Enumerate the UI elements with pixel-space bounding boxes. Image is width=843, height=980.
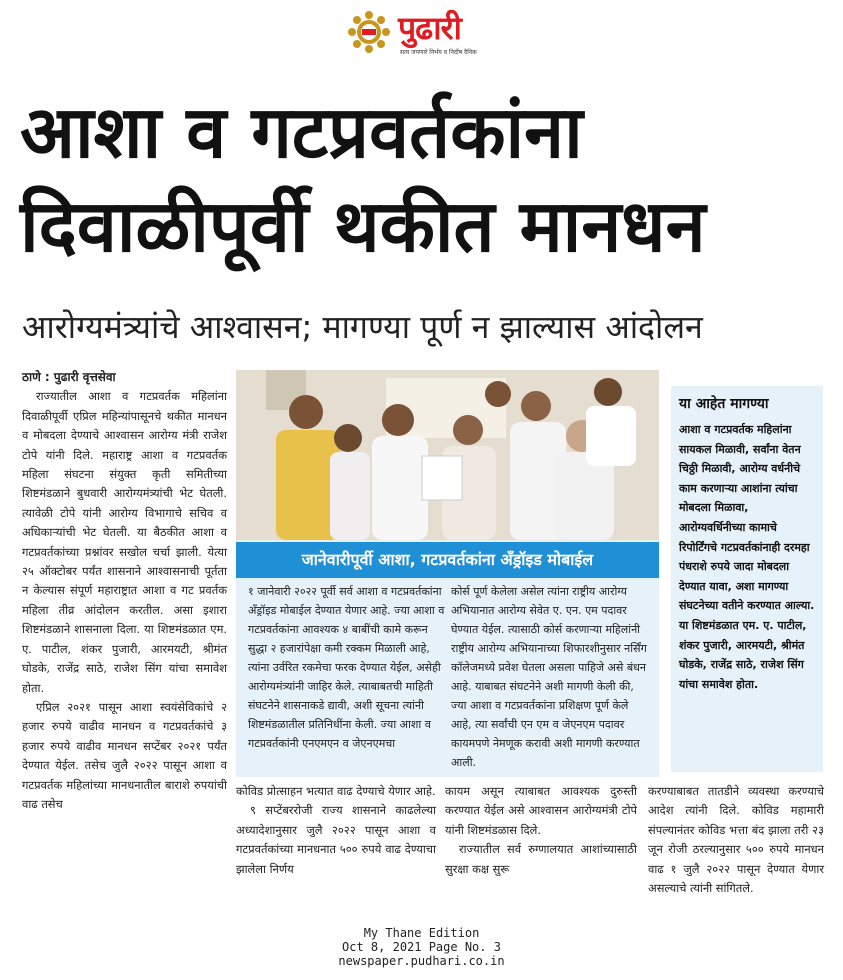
article-paragraph: करण्याबाबत तातडीने व्यवस्था करण्याचे आदेश त्यांनी दिले. कोविड महामारी संपल्यानंतर कोविड भत्ता बंद झाला तरी २३ जून रोजी ठरल्यानुसार ५०० रुपये मानधन वाढ १ जुलै २०२२ पासून देण्यात येणार असल्याचे त्यांनी सांगितले. [648,784,824,896]
sidebar-body: आशा व गटप्रवर्तक महिलांना सायकल मिळावी, सर्वांना वेतन चिठ्ठी मिळावी, आरोग्य वर्धनीचे काम करणाऱ्या आशांना त्यांचा मोबदला मिळावा, आरोग्यवर्धिनीच्या कामाचे रिपोर्टिंगचे गटप्रवर्तकांनाही दरमहा पंधराशे रुपये जादा मोबदला देण्यात यावा, अशा मागण्या संघटनेच्या वतीने करण्यात आल्या. या शिष्टमंडळात एम. ए. पाटील, शंकर पुजारी, आरमयटी, श्रीमंत घोडके, राजेंद्र साठे, राजेश सिंग यांचा समावेश होता. [679,423,815,691]
article-column-4 [648,782,824,898]
boxed-story-right-column [451,582,651,772]
byline: ठाणे : पुढारी वृत्तसेवा [22,370,116,384]
boxed-story-left-column [248,582,448,753]
article-paragraph: कोविड प्रोत्साहन भत्यात वाढ देण्याचे येणार आहे. [236,784,436,798]
boxed-story [236,540,659,777]
article-column-2 [236,782,436,879]
article-paragraph: राज्यातील आशा व गटप्रवर्तक महिलांना दिवाळीपूर्वी एप्रिल महिन्यांपासूनचे थकीत मानधन व मोबदला देण्याचे आश्वासन आरोग्य मंत्री राजेश टोपे यांनी दिले. महाराष्ट्र आशा व गटप्रवर्तक महिला संघटना संयुक्त कृती समितीच्या शिष्टमंडळाने बुधवारी आरोग्यमंत्र्यांची भेट घेतली. त्यावेळी टोपे यांनी आरोग्य विभागाचे सचिव व अधिकाऱ्यांची भेट घेतली. या बैठकीत आशा व गटप्रवर्तकांच्या प्रश्नांवर सखोल चर्चा झाली. येत्या २५ ऑक्टोबर पर्यंत शासनाने आश्वासनाची पूर्तता न केल्यास संपूर्ण महाराष्ट्रात आशा व गट प्रवर्तक महिला तीव्र आंदोलन करतील. असा इशारा शिष्टमंडळाने शासनाला दिला. या शिष्टमंडळात एम. ए. पाटील, शंकर पुजारी, आरमयटी, श्रीमंत घोडके, राजेंद्र साठे, राजेश सिंग यांचा समावेश होता. [22,389,227,695]
article-column-1 [22,368,227,814]
masthead [0,8,843,60]
article-paragraph: ९ सप्टेंबररोजी राज्य शासनाने काढलेल्या अध्यादेशानुसार जुलै २०२२ पासून आशा व गटप्रवर्तकांच्या मानधनात ५०० रुपये वाढ देण्याचा झालेला निर्णय [236,803,436,876]
article-paragraph: राज्यातील सर्व रुग्णालयात आशांच्यासाठी सुरक्षा कक्ष सुरू [445,842,637,876]
news-photo [236,370,659,540]
boxed-paragraph: कोर्स पूर्ण केलेला असेल त्यांना राष्ट्रीय आरोग्य अभियानात आरोग्य सेवेत ए. एन. एम पदावर घेण्यात येईल. त्यासाठी कोर्स करणाऱ्या महिलांनी राष्ट्रीय आरोग्य अभियानाच्या शिफारशीनुसार नर्सिंग कॉलेजमध्ये प्रवेश घेतला असला पाहिजे असे बंधन आहे. याबाबत संघटनेने अशी मागणी केली की, ज्या आशा व गटप्रवर्तकांना प्रशिक्षण पूर्ण केले आहे, त्या सर्वांची एन एम व जेएनएम पदावर कायमपणे नेमणूक करावी अशी मागणी करण्यात आली. [451,585,647,769]
boxed-story-title: जानेवारीपूर्वी आशा, गटप्रवर्तकांना अँड्रॉइड मोबाईल [236,542,659,578]
footer-edition: My Thane Edition [363,926,480,940]
group-photo-image [236,370,659,540]
sidebar-title: या आहेत मागण्या [679,396,769,412]
article-paragraph: एप्रिल २०२१ पासून आशा स्वयंसेविकांचे २ हजार रुपये वाढीव मानधन व गटप्रवर्तकांचे ३ हजार रुपये वाढीव मानधन सप्टेंबर २०२१ पर्यंत देण्यात येईल. तसेच जुलै २०२२ पासून आशा व गटप्रवर्तक महिलांच्या मानधनातील बाराशे रुपयांची वाढ तसेच [22,699,227,811]
headline-line-2: दिवाळीपूर्वी थकीत मानधन [20,184,706,268]
demands-sidebar [671,386,823,772]
article-column-3 [445,782,637,879]
footer-date-page: Oct 8, 2021 Page No. 3 [342,940,501,954]
logo-tagline: सत्य जपणारे निर्भय व निर्दोष दैनिक [400,49,477,56]
boxed-paragraph: १ जानेवारी २०२२ पूर्वी सर्व आशा व गटप्रवर्तकांना अँड्रॉइड मोबाईल देण्यात येणार आहे. ज्या आशा व गटप्रवर्तकांना आवश्यक ४ बाबींची कामे करून सुद्धा २ हजारांपेक्षा कमी रक्कम मिळाली आहे, त्यांना उर्वरित रकमेचा फरक देण्यात येईल, असेही आरोग्यमंत्र्यांनी जाहिर केले. त्याबाबतची माहिती संघटनेने शासनाकडे द्यावी, अशी सूचना त्यांनी शिष्टमंडळातील प्रतिनिधींना केली. ज्या आशा व गटप्रवर्तकांनी एनएमएन व जेएनएमचा [248,585,445,750]
page-footer [0,926,843,968]
anniversary-seal-icon [347,10,391,54]
subheadline: आरोग्यमंत्र्यांचे आश्वासन; मागण्या पूर्ण न झाल्यास आंदोलन [22,308,703,346]
footer-site[interactable]: newspaper.pudhari.co.in [338,954,505,968]
newspaper-logo: पुढारी [398,9,461,47]
article-paragraph: कायम असून त्याबाबत आवश्यक दुरुस्ती करण्यात येईल असे आश्वासन आरोग्यमंत्री टोपे यांनी शिष्टमंडळास दिले. [445,784,637,837]
headline-line-1: आशा व गटप्रवर्तकांना [20,90,583,174]
